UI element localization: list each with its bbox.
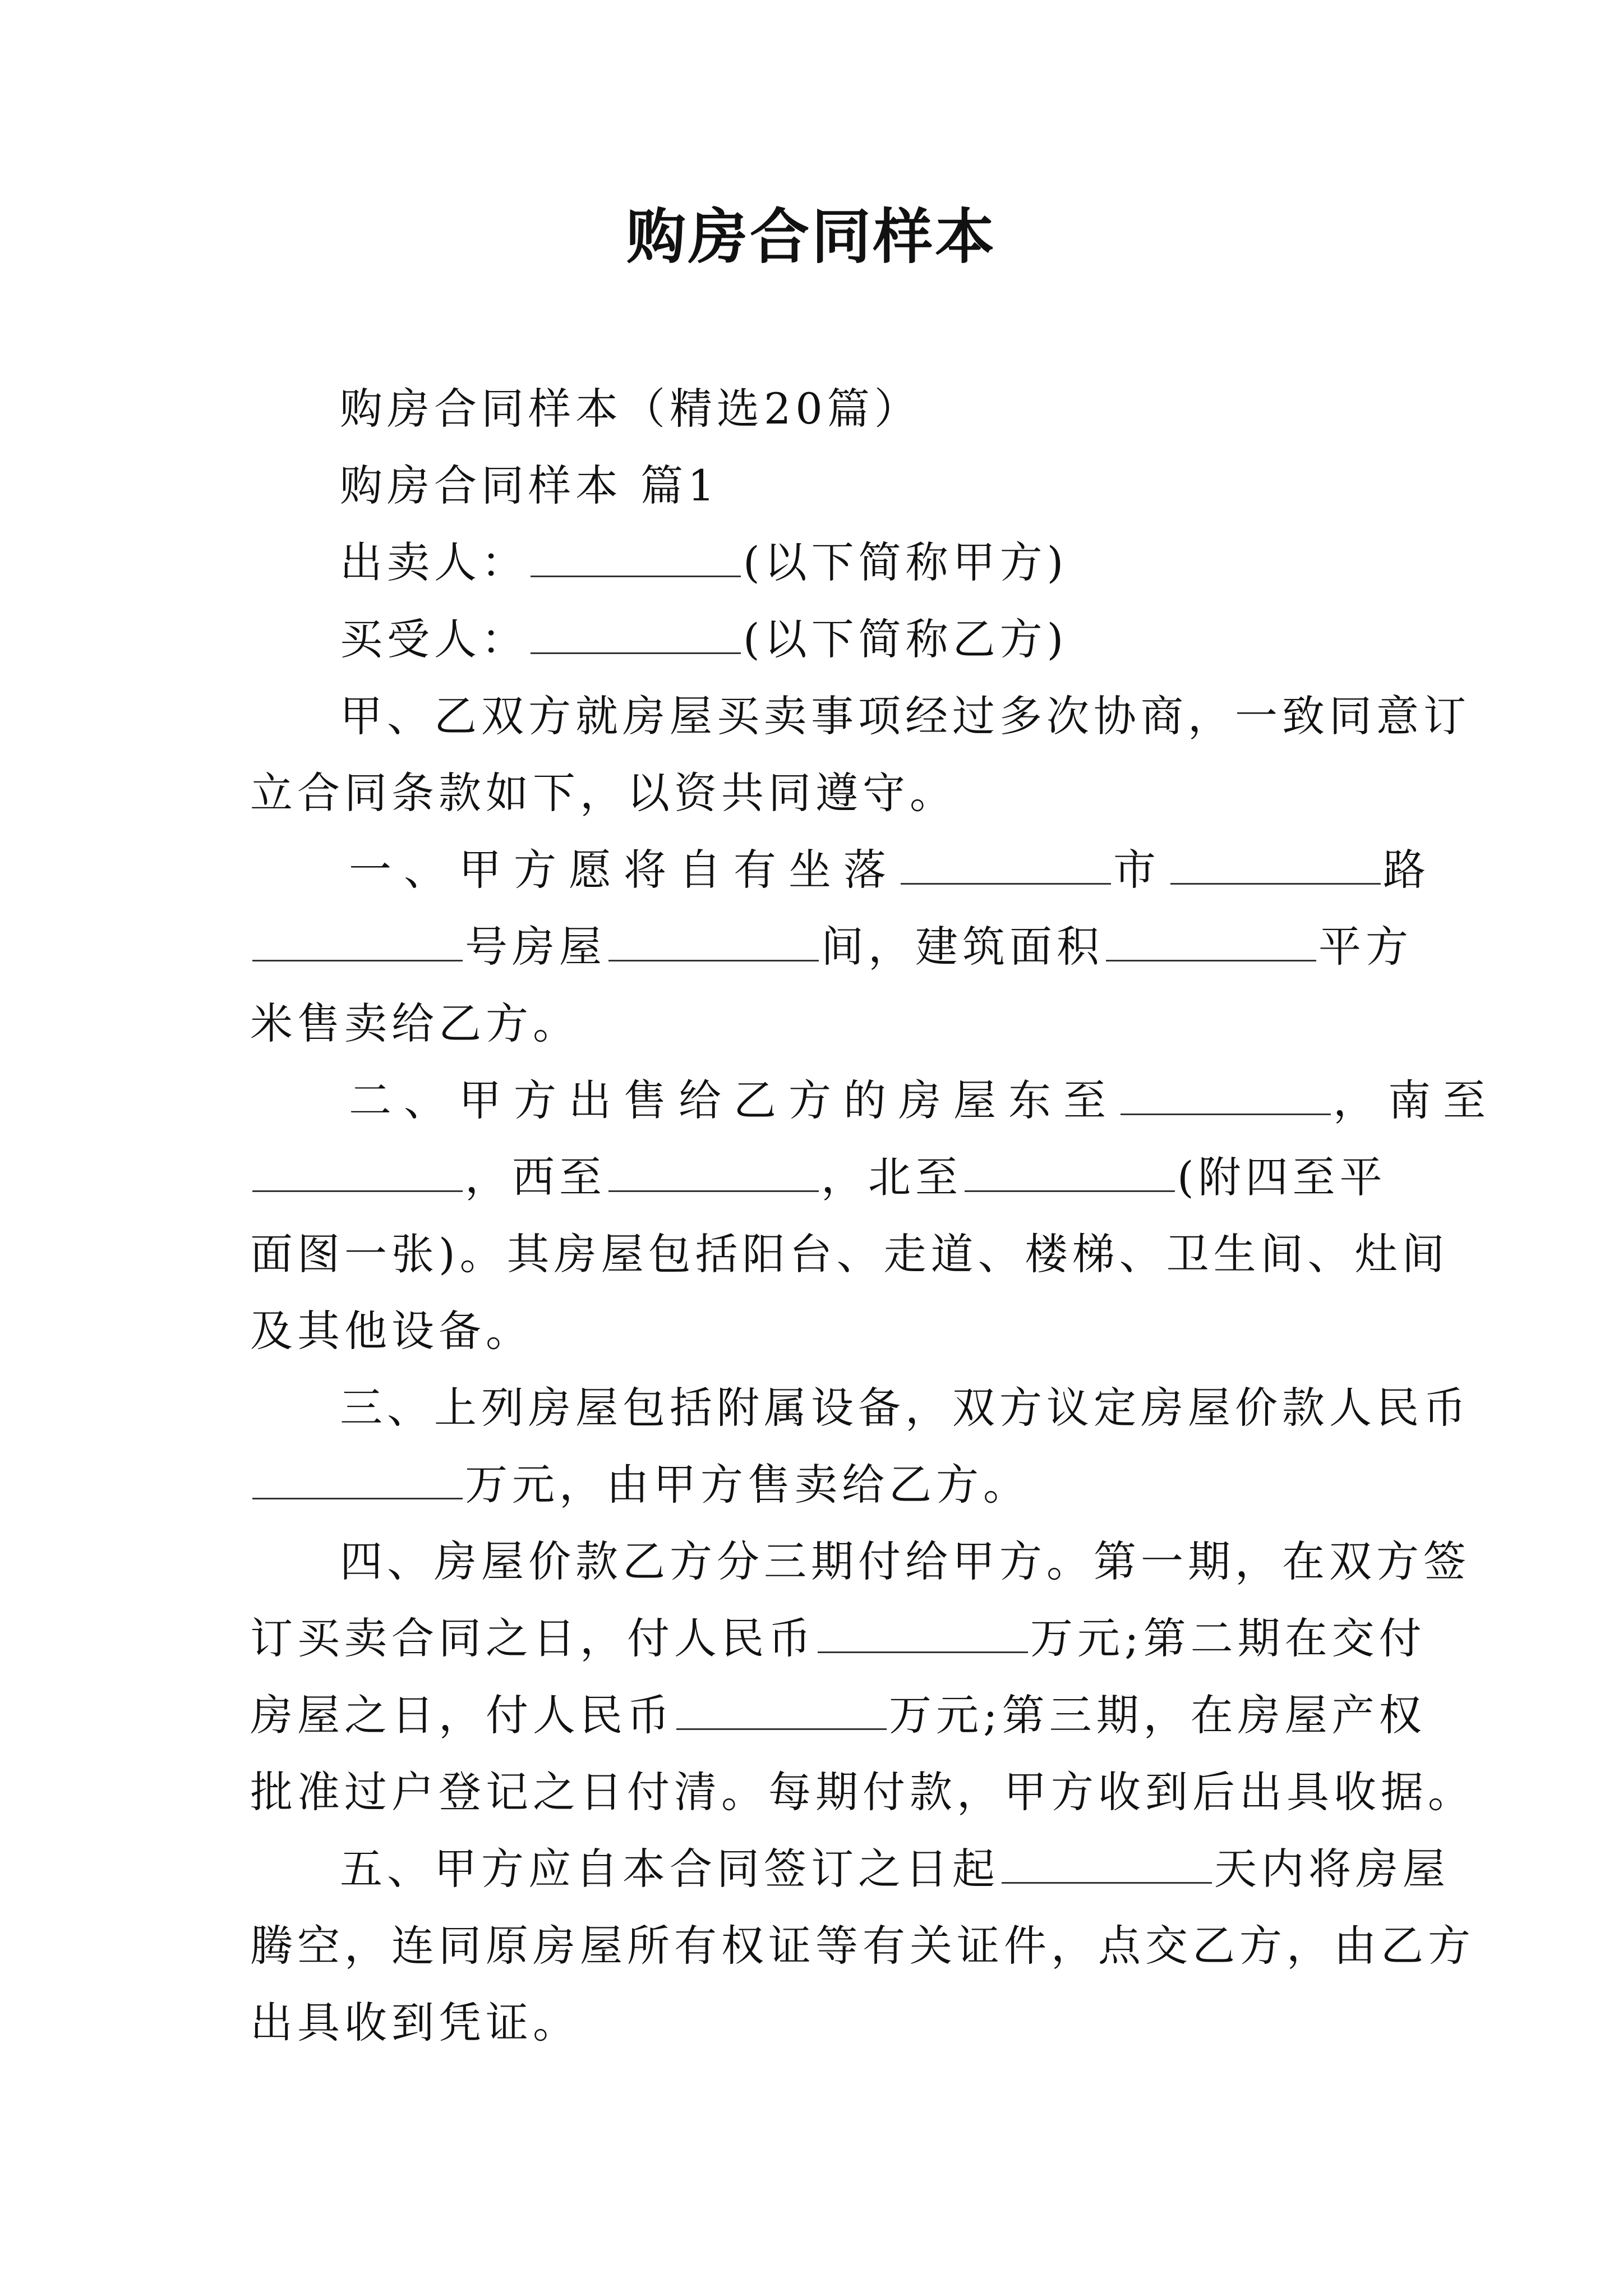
clause-2-blank-east: [1121, 1079, 1331, 1115]
clause-1-blank-road: [1170, 848, 1381, 885]
clause-4-line-1: 四、房屋价款乙方分三期付给甲方。第一期，在双方签: [340, 1536, 1470, 1586]
intro-line-1: 甲、乙双方就房屋买卖事项经过多次协商，一致同意订: [340, 691, 1470, 741]
clause-5-line-2: 腾空，连同原房屋所有权证等有关证件，点交乙方，由乙方: [250, 1921, 1475, 1971]
buyer-line: [250, 601, 1377, 678]
buyer-label: 买受人：: [340, 614, 528, 664]
clause-2-blank-north: [965, 1156, 1175, 1192]
clause-1-line-2: [250, 908, 1413, 985]
clause-3-line-2: [250, 1446, 1377, 1523]
intro-line-2: 立合同条款如下，以资共同遵守。: [250, 768, 957, 818]
clause-1-text-3: 路: [1383, 845, 1438, 895]
clause-2-text-5: (附四至平: [1177, 1152, 1387, 1202]
buyer-blank: [531, 618, 741, 654]
clause-1-blank-rooms: [608, 925, 819, 961]
section-heading: 购房合同样本 篇1: [340, 461, 720, 510]
clause-2-text-3: ，西至: [465, 1152, 606, 1202]
seller-suffix: (以下简称甲方): [743, 537, 1068, 587]
clause-5-line-3: 出具收到凭证。: [250, 1998, 580, 2047]
clause-1-text-4: 号房屋: [465, 922, 606, 972]
clause-1-text-5: 间，建筑面积: [821, 922, 1104, 972]
clause-3-text-2: 万元，由甲方售卖给乙方。: [465, 1460, 1030, 1510]
clause-2-line-3: 面图一张)。其房屋包括阳台、走道、楼梯、卫生间、灶间: [250, 1229, 1449, 1279]
clause-1-blank-city: [901, 848, 1111, 885]
clause-5-line-1: [250, 1830, 1450, 1907]
clause-1-text-2: 市: [1113, 845, 1168, 895]
clause-4-text-2: 订买卖合同之日，付人民币: [250, 1613, 815, 1663]
clause-2-line-4: 及其他设备。: [250, 1306, 533, 1356]
clause-5-text-1: 五、甲方应自本合同签订之日起: [340, 1844, 999, 1894]
clause-2-blank-south: [252, 1156, 463, 1192]
clause-1-line-3: 米售卖给乙方。: [250, 999, 580, 1048]
clause-4-blank-second: [676, 1694, 887, 1730]
seller-blank: [531, 541, 741, 577]
clause-1-line-1: [250, 831, 1438, 908]
document-body: [250, 370, 1498, 2061]
clause-4-blank-first: [818, 1617, 1028, 1653]
clause-2-line-2: [250, 1139, 1387, 1216]
clause-1-text-1: 一、甲方愿将自有坐落: [349, 845, 898, 895]
buyer-suffix: (以下简称乙方): [743, 614, 1068, 664]
clause-1-blank-number: [252, 925, 463, 961]
clause-5-text-2: 天内将房屋: [1214, 1844, 1450, 1894]
clause-3-line-1: 三、上列房屋包括附属设备，双方议定房屋价款人民币: [340, 1383, 1470, 1433]
seller-label: 出卖人：: [340, 537, 528, 587]
clause-5-blank-days: [1002, 1847, 1212, 1884]
clause-1-blank-area: [1106, 925, 1316, 961]
clause-2-blank-west: [608, 1156, 819, 1192]
clause-4-line-3: [250, 1677, 1426, 1754]
document-title: 购房合同样本: [626, 201, 997, 272]
clause-2-line-1: [250, 1062, 1498, 1139]
clause-4-line-4: 批准过户登记之日付清。每期付款，甲方收到后出具收据。: [250, 1767, 1475, 1817]
clause-4-text-5: 万元;第三期，在房屋产权: [889, 1690, 1426, 1740]
seller-line: [250, 524, 1377, 601]
clause-2-text-4: ，北至: [821, 1152, 962, 1202]
clause-2-text-1: 二、甲方出售给乙方的房屋东至: [349, 1075, 1118, 1125]
clause-4-line-2: [250, 1600, 1426, 1677]
clause-1-text-6: 平方: [1318, 922, 1413, 972]
clause-2-text-2: ，南至: [1333, 1075, 1498, 1125]
clause-3-blank-price: [252, 1463, 463, 1499]
subtitle: 购房合同样本（精选20篇）: [340, 384, 921, 434]
clause-4-text-3: 万元;第二期在交付: [1030, 1613, 1426, 1663]
clause-4-text-4: 房屋之日，付人民币: [250, 1690, 674, 1740]
